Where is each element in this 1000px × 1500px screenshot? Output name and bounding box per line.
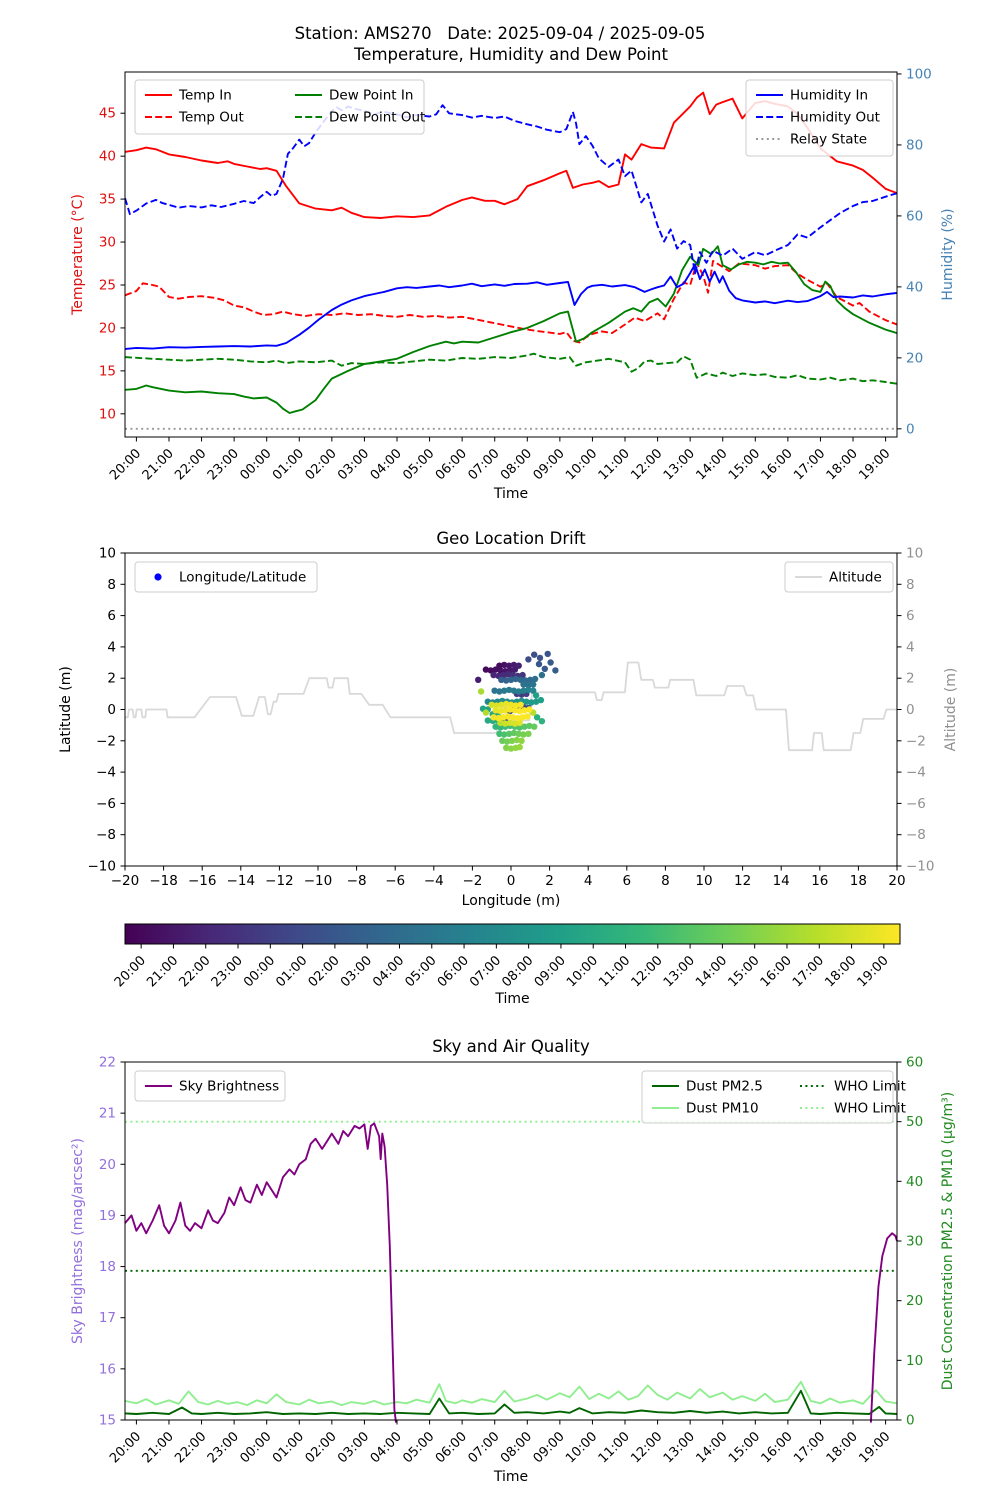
colorbar-tick-label: 17:00 bbox=[789, 953, 828, 991]
colorbar-tick-label: 20:00 bbox=[111, 953, 149, 991]
x-tick-label: 23:00 bbox=[204, 446, 242, 484]
scatter-point bbox=[483, 709, 489, 715]
scatter-point bbox=[517, 702, 523, 708]
y-tick-label-right: 6 bbox=[906, 608, 915, 625]
x-tick-label: 21:00 bbox=[139, 446, 177, 484]
x-tick-label: 19:00 bbox=[856, 1429, 894, 1467]
y-tick-label-right: 100 bbox=[906, 66, 932, 83]
colorbar-tick-label: 16:00 bbox=[757, 953, 795, 991]
x-tick-label: −8 bbox=[346, 873, 367, 889]
x-tick-label: 17:00 bbox=[791, 446, 829, 484]
y-tick-label-right: 2 bbox=[906, 670, 915, 687]
x-axis-label: Longitude (m) bbox=[461, 893, 561, 909]
colorbar-tick-label: 13:00 bbox=[660, 953, 698, 991]
colorbar-tick-label: 10:00 bbox=[563, 953, 602, 991]
x-tick-label: −10 bbox=[303, 873, 333, 889]
colorbar-tick-label: 14:00 bbox=[693, 953, 731, 991]
x-tick-label: −16 bbox=[187, 873, 217, 889]
x-tick-label: 8 bbox=[661, 873, 670, 889]
x-tick-label: 15:00 bbox=[726, 1429, 764, 1467]
x-tick-label: 14:00 bbox=[693, 446, 731, 484]
y-tick-label-left: −8 bbox=[96, 827, 116, 844]
y-tick-label-left: 4 bbox=[107, 639, 116, 656]
scatter-point bbox=[530, 681, 536, 687]
scatter-point bbox=[518, 738, 524, 744]
legend-marker-dot bbox=[154, 573, 161, 580]
legend-temp-dew bbox=[135, 80, 425, 134]
scatter-point bbox=[539, 718, 545, 724]
scatter-point bbox=[525, 731, 531, 737]
y-tick-label-right: 60 bbox=[906, 208, 924, 225]
x-tick-label: 08:00 bbox=[498, 446, 536, 484]
scatter-point bbox=[533, 692, 539, 698]
x-tick-label: −12 bbox=[265, 873, 294, 889]
x-tick-label: 04:00 bbox=[367, 1429, 405, 1467]
x-tick-label: −18 bbox=[149, 873, 178, 889]
x-tick-label: 03:00 bbox=[335, 446, 373, 484]
x-tick-label: 09:00 bbox=[530, 1429, 568, 1467]
y-axis-label-right: Dust Concentration PM2.5 & PM10 (µg/m³) bbox=[940, 1091, 956, 1391]
x-tick-label: 00:00 bbox=[237, 446, 275, 484]
legend-label: WHO Limit bbox=[834, 1078, 906, 1095]
colorbar-tick-label: 08:00 bbox=[499, 953, 537, 991]
x-tick-label: 02:00 bbox=[302, 446, 340, 484]
y-tick-label-left: 40 bbox=[98, 148, 116, 165]
scatter-point bbox=[478, 688, 484, 694]
y-tick-label-right: 40 bbox=[906, 1173, 924, 1190]
x-axis-label: Time bbox=[493, 486, 529, 502]
x-tick-label: 13:00 bbox=[660, 446, 698, 484]
y-tick-label-right: 0 bbox=[906, 1412, 915, 1429]
legend-humidity bbox=[746, 80, 893, 156]
legend-label: Humidity Out bbox=[790, 109, 880, 126]
y-axis-label-right: Altitude (m) bbox=[943, 667, 959, 752]
colorbar-tick-label: 03:00 bbox=[337, 953, 376, 991]
chart-title: Geo Location Drift bbox=[436, 529, 586, 548]
y-tick-label-left: −2 bbox=[96, 733, 116, 750]
colorbar-tick-label: 09:00 bbox=[531, 953, 569, 991]
x-tick-label: 13:00 bbox=[660, 1429, 698, 1467]
x-tick-label: −2 bbox=[462, 873, 483, 889]
legend-label: Dust PM10 bbox=[686, 1100, 759, 1117]
legend-label: WHO Limit bbox=[834, 1100, 906, 1117]
y-tick-label-right: 60 bbox=[906, 1054, 924, 1071]
x-tick-label: 01:00 bbox=[269, 1429, 308, 1467]
scatter-point bbox=[532, 676, 538, 682]
y-tick-label-right: −2 bbox=[906, 733, 926, 750]
x-tick-label: 18:00 bbox=[823, 1429, 861, 1467]
legend-label: Sky Brightness bbox=[179, 1078, 280, 1095]
colorbar-tick-label: 19:00 bbox=[854, 953, 892, 991]
y-tick-label-right: 0 bbox=[906, 702, 915, 718]
x-tick-label: 14:00 bbox=[693, 1429, 731, 1467]
x-tick-label: 15:00 bbox=[726, 446, 764, 484]
x-tick-label: 10:00 bbox=[563, 1429, 601, 1467]
colorbar-tick-label: 04:00 bbox=[370, 953, 408, 991]
x-tick-label: 12:00 bbox=[628, 446, 666, 484]
x-tick-label: 14 bbox=[772, 873, 790, 889]
y-axis-label-left: Temperature (°C) bbox=[70, 194, 86, 315]
y-tick-label-left: 2 bbox=[107, 670, 116, 687]
series-dust-pm10 bbox=[125, 1382, 897, 1405]
x-tick-label: 02:00 bbox=[302, 1429, 340, 1467]
scatter-point bbox=[524, 713, 530, 719]
x-tick-label: 11:00 bbox=[595, 1429, 633, 1467]
y-tick-label-right: 50 bbox=[906, 1114, 924, 1131]
colorbar-tick-label: 12:00 bbox=[628, 953, 666, 991]
y-tick-label-left: 17 bbox=[98, 1310, 116, 1327]
legend-label: Temp Out bbox=[179, 109, 244, 126]
x-tick-label: 11:00 bbox=[595, 446, 633, 484]
x-tick-label: 07:00 bbox=[465, 1429, 503, 1467]
y-tick-label-left: 21 bbox=[98, 1105, 116, 1122]
chart-title: Sky and Air Quality bbox=[432, 1037, 590, 1056]
y-tick-label-left: 8 bbox=[107, 576, 116, 593]
series-sky-brightness bbox=[125, 1123, 396, 1422]
y-tick-label-right: 10 bbox=[906, 545, 924, 562]
scatter-point bbox=[525, 656, 531, 662]
colorbar-tick-label: 11:00 bbox=[596, 953, 634, 991]
x-tick-label: 18 bbox=[849, 873, 867, 889]
y-tick-label-right: −6 bbox=[906, 795, 926, 812]
y-tick-label-left: 20 bbox=[98, 1156, 116, 1173]
y-tick-label-left: 15 bbox=[98, 1412, 116, 1429]
scatter-point bbox=[536, 661, 542, 667]
y-tick-label-left: −10 bbox=[87, 858, 116, 875]
y-tick-label-left: 18 bbox=[98, 1259, 116, 1276]
colorbar-tick-label: 23:00 bbox=[208, 953, 246, 991]
y-tick-label-right: 20 bbox=[906, 350, 924, 367]
x-tick-label: 05:00 bbox=[400, 1429, 438, 1467]
y-tick-label-right: 10 bbox=[906, 1352, 924, 1369]
scatter-point bbox=[531, 652, 537, 658]
x-tick-label: 12 bbox=[734, 873, 752, 889]
x-axis-label: Time bbox=[493, 1469, 529, 1485]
legend-label: Temp In bbox=[179, 87, 232, 104]
x-tick-label: −14 bbox=[226, 873, 256, 889]
colorbar-tick-label: 15:00 bbox=[725, 953, 763, 991]
x-tick-label: 20 bbox=[888, 873, 906, 889]
time-colorbar bbox=[112, 924, 900, 1007]
y-tick-label-right: 20 bbox=[906, 1293, 924, 1310]
colorbar-tick-label: 00:00 bbox=[241, 953, 279, 991]
y-tick-label-left: 20 bbox=[98, 320, 116, 337]
y-tick-label-right: 40 bbox=[906, 279, 924, 296]
x-tick-label: 08:00 bbox=[498, 1429, 536, 1467]
colorbar-tick-label: 07:00 bbox=[467, 953, 505, 991]
y-axis-label-left: Latitude (m) bbox=[58, 666, 74, 753]
legend-label: Altitude bbox=[829, 569, 882, 586]
x-tick-label: 06:00 bbox=[432, 1429, 470, 1467]
x-tick-label: 18:00 bbox=[823, 446, 861, 484]
scatter-point bbox=[531, 724, 537, 730]
x-tick-label: 17:00 bbox=[791, 1429, 829, 1467]
x-tick-label: 10 bbox=[695, 873, 713, 889]
y-tick-label-left: 10 bbox=[98, 545, 116, 562]
y-tick-label-right: 80 bbox=[906, 137, 924, 154]
y-tick-label-left: 6 bbox=[107, 608, 116, 625]
x-tick-label: 23:00 bbox=[204, 1429, 242, 1467]
y-tick-label-left: 30 bbox=[98, 234, 116, 251]
y-tick-label-right: −8 bbox=[906, 827, 926, 844]
scatter-point bbox=[545, 651, 551, 657]
x-tick-label: 20:00 bbox=[107, 1429, 145, 1467]
x-tick-label: 07:00 bbox=[465, 446, 503, 484]
legend-label: Dew Point In bbox=[329, 87, 414, 104]
colorbar-axis-label: Time bbox=[495, 991, 530, 1007]
colorbar-tick-label: 21:00 bbox=[144, 953, 182, 991]
colorbar-tick-label: 18:00 bbox=[822, 953, 860, 991]
scatter-point bbox=[547, 659, 553, 665]
legend-label: Dew Point Out bbox=[329, 109, 426, 126]
y-axis-label-left: Sky Brightness (mag/arcsec²) bbox=[70, 1138, 86, 1344]
x-tick-label: 00:00 bbox=[237, 1429, 275, 1467]
x-tick-label: 4 bbox=[583, 873, 593, 889]
y-tick-label-left: 19 bbox=[98, 1207, 116, 1224]
scatter-point bbox=[542, 666, 548, 672]
x-tick-label: 19:00 bbox=[856, 446, 894, 484]
colorbar-tick-label: 02:00 bbox=[305, 953, 343, 991]
x-tick-label: 21:00 bbox=[139, 1429, 177, 1467]
x-tick-label: −20 bbox=[110, 873, 140, 889]
colorbar-tick-label: 05:00 bbox=[402, 953, 440, 991]
legend-sky bbox=[135, 1071, 285, 1101]
y-tick-label-left: 15 bbox=[98, 363, 116, 380]
y-tick-label-left: 0 bbox=[107, 702, 116, 718]
y-axis-label-right: Humidity (%) bbox=[940, 208, 956, 301]
x-tick-label: 22:00 bbox=[172, 1429, 210, 1467]
scatter-point bbox=[539, 672, 545, 678]
x-tick-label: 16:00 bbox=[758, 446, 796, 484]
x-tick-label: 05:00 bbox=[400, 446, 438, 484]
x-tick-label: 01:00 bbox=[269, 446, 308, 484]
y-tick-label-left: −4 bbox=[96, 764, 116, 781]
y-tick-label-right: −10 bbox=[906, 858, 935, 875]
legend-dust bbox=[642, 1071, 906, 1123]
x-tick-label: 04:00 bbox=[367, 446, 405, 484]
legend-label: Dust PM2.5 bbox=[686, 1078, 763, 1095]
y-tick-label-left: 35 bbox=[98, 191, 116, 208]
y-tick-label-right: −4 bbox=[906, 764, 926, 781]
scatter-point bbox=[517, 744, 523, 750]
scatter-point bbox=[526, 706, 532, 712]
x-tick-label: 09:00 bbox=[530, 446, 568, 484]
x-tick-label: −6 bbox=[385, 873, 406, 889]
x-tick-label: 6 bbox=[622, 873, 632, 889]
legend-label: Humidity In bbox=[790, 87, 869, 104]
y-tick-label-left: 10 bbox=[98, 406, 116, 423]
colorbar-tick-label: 06:00 bbox=[434, 953, 472, 991]
colorbar-tick-label: 22:00 bbox=[176, 953, 214, 991]
x-tick-label: 06:00 bbox=[432, 446, 470, 484]
y-tick-label-right: 30 bbox=[906, 1233, 924, 1250]
x-tick-label: 12:00 bbox=[628, 1429, 666, 1467]
x-tick-label: 03:00 bbox=[335, 1429, 373, 1467]
y-tick-label-right: 0 bbox=[906, 421, 915, 438]
y-tick-label-right: 8 bbox=[906, 576, 915, 593]
x-tick-label: 2 bbox=[545, 873, 554, 889]
colorbar-bar bbox=[125, 924, 900, 944]
scatter-point bbox=[475, 677, 481, 683]
x-tick-label: −4 bbox=[423, 873, 444, 889]
y-tick-label-left: 45 bbox=[98, 105, 116, 122]
x-tick-label: 16 bbox=[811, 873, 829, 889]
y-tick-label-right: 4 bbox=[906, 639, 915, 656]
x-tick-label: 22:00 bbox=[172, 446, 210, 484]
chart-title: Temperature, Humidity and Dew Point bbox=[354, 45, 668, 64]
x-tick-label: 16:00 bbox=[758, 1429, 796, 1467]
series-sky-brightness bbox=[871, 1233, 897, 1422]
scatter-points bbox=[475, 651, 559, 752]
x-tick-label: 10:00 bbox=[563, 446, 601, 484]
y-tick-label-left: 22 bbox=[98, 1054, 116, 1071]
y-tick-label-left: 16 bbox=[98, 1361, 116, 1378]
legend-label: Longitude/Latitude bbox=[179, 569, 307, 586]
legend-lonlat bbox=[135, 562, 317, 592]
legend-label: Relay State bbox=[790, 131, 868, 148]
y-tick-label-left: −6 bbox=[96, 795, 116, 812]
series-dew-point-out bbox=[125, 354, 897, 384]
x-tick-label: 20:00 bbox=[107, 446, 145, 484]
legend-altitude bbox=[785, 562, 893, 592]
x-tick-label: 0 bbox=[506, 873, 516, 889]
scatter-point bbox=[516, 663, 522, 669]
page-title: Station: AMS270 Date: 2025-09-04 / 2025-09-05 bbox=[294, 24, 706, 43]
scatter-point bbox=[552, 667, 558, 673]
colorbar-tick-label: 01:00 bbox=[273, 953, 311, 991]
scatter-point bbox=[537, 655, 543, 661]
scatter-point bbox=[538, 697, 544, 703]
series-dew-point-in bbox=[125, 246, 897, 413]
y-tick-label-left: 25 bbox=[98, 277, 116, 294]
